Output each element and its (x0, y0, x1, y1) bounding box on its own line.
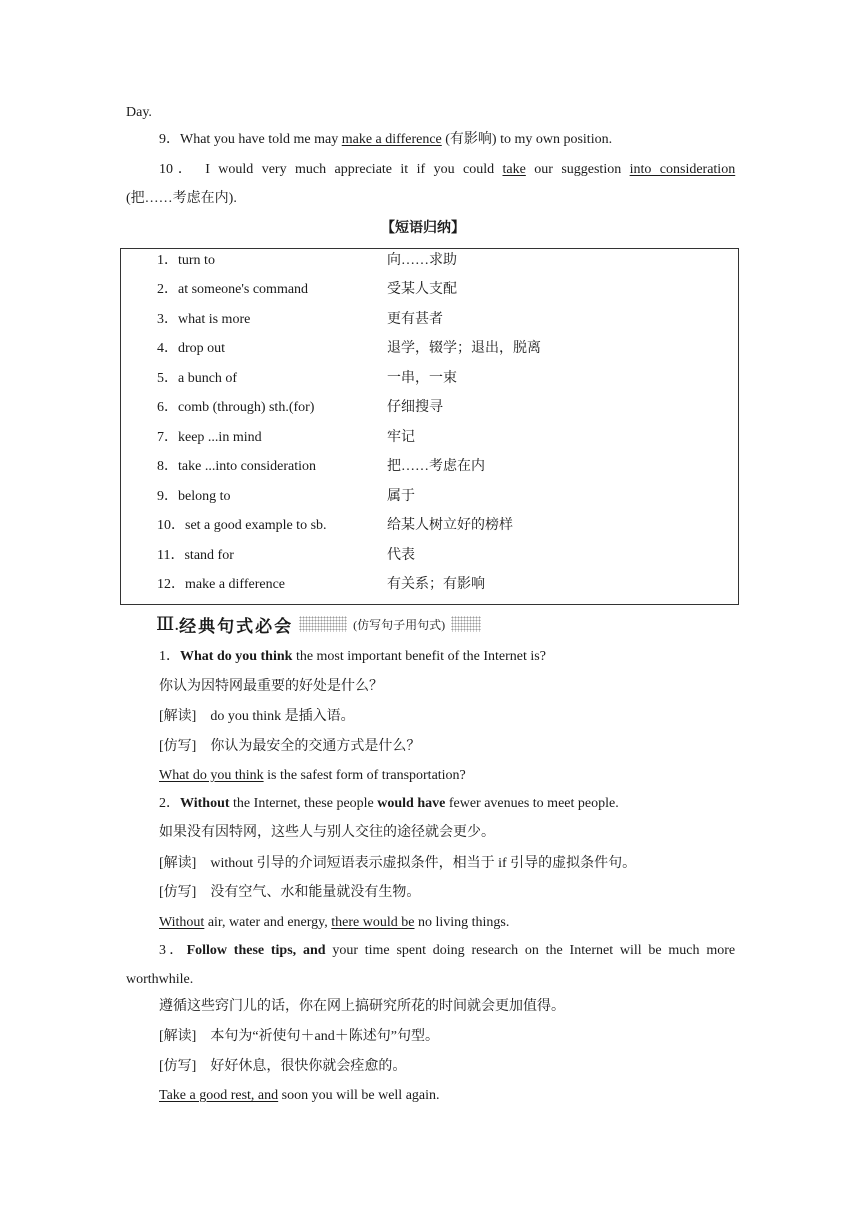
item10-number: 10． (159, 162, 197, 177)
exercise-item-9 (159, 131, 612, 149)
item10-word: it (400, 162, 409, 177)
item10-word: I (205, 162, 210, 177)
line-day: Day. (126, 105, 152, 120)
sentence-3-answer (159, 1087, 440, 1105)
imitation-label: [仿写] (159, 739, 197, 754)
sentence-text: fewer avenues to meet people. (445, 796, 619, 811)
item10-word: you (433, 162, 455, 177)
section-heading (156, 612, 481, 636)
sentence-1-imitation (159, 738, 420, 756)
item10-answer-take: take (502, 162, 526, 177)
sentence-number: 2． (159, 796, 180, 811)
explanation-label: [解读] (159, 709, 197, 724)
item10-word: could (462, 162, 495, 177)
phrase-row (121, 516, 738, 536)
sentence-3-line1 (159, 942, 735, 960)
sentence-word: the (545, 943, 563, 958)
phrase-row (121, 546, 738, 566)
phrase-cn: 退学，辍学；退出，脱离 (387, 341, 541, 356)
imitation-label: [仿写] (159, 1059, 197, 1074)
imitation-answer: there would be (331, 915, 415, 930)
phrase-row (121, 398, 738, 418)
phrase-cn: 更有甚者 (387, 312, 443, 327)
item9-suffix: (有影响) to my own position. (441, 132, 613, 147)
sentence-word: will (619, 943, 642, 958)
phrase-cn: 把……考虑在内 (387, 459, 485, 474)
sentence-key-pattern: Without (180, 796, 230, 811)
imitation-answer-rest: no living things. (414, 915, 510, 930)
sentence-1-explanation (159, 708, 355, 726)
imitation-answer-rest: air, water and energy, (204, 915, 332, 930)
imitation-answer: Take a good rest, and (159, 1088, 279, 1103)
item9-prefix: 9．What you have told me may (159, 132, 342, 147)
phrase-row (121, 251, 738, 271)
section-subtitle: (仿写句子用句式) (353, 617, 446, 632)
sentence-key-pattern: What do you think (180, 649, 293, 664)
imitation-answer: Without (159, 915, 205, 930)
phrase-summary-table (120, 248, 739, 605)
sentence-2-answer (159, 914, 509, 932)
phrase-cn: 属于 (387, 489, 415, 504)
sentence-word: Internet (569, 943, 614, 958)
sentence-word: time (364, 943, 390, 958)
imitation-prompt: 你认为最安全的交通方式是什么？ (210, 739, 421, 754)
item10-word: our (534, 162, 553, 177)
phrase-en: 11．stand for (157, 548, 234, 563)
sentence-1-translation: 你认为因特网最重要的好处是什么？ (159, 679, 383, 694)
item10-word: if (416, 162, 426, 177)
phrase-en: 12．make a difference (157, 577, 286, 592)
item10-word: very (261, 162, 287, 177)
section-roman-numeral: Ⅲ. (156, 613, 180, 635)
sentence-2-explanation (159, 855, 636, 873)
explanation-label: [解读] (159, 1029, 197, 1044)
sentence-text: the most important benefit of the Internet is? (292, 649, 546, 664)
item10-answer-consideration: into consideration (629, 162, 736, 177)
phrase-row (121, 457, 738, 477)
phrase-en: 5．a bunch of (157, 371, 238, 386)
sentence-1-answer (159, 767, 466, 785)
phrase-cn: 向……求助 (387, 253, 457, 268)
explanation-text: do you think 是插入语。 (210, 709, 355, 724)
imitation-prompt: 好好休息，很快你就会痊愈的。 (210, 1059, 407, 1074)
phrase-row (121, 369, 738, 389)
phrase-en: 3．what is more (157, 312, 251, 327)
item10-word: would (218, 162, 254, 177)
sentence-word: research (471, 943, 519, 958)
exercise-item-10-line2: (把……考虑在内). (126, 191, 237, 206)
phrase-cn: 受某人支配 (387, 282, 457, 297)
imitation-answer: What do you think (159, 768, 264, 783)
phrase-en: 9．belong to (157, 489, 231, 504)
sentence-2-translation: 如果没有因特网，这些人与别人交往的途径就会更少。 (159, 825, 495, 840)
sentence-3-explanation (159, 1028, 439, 1046)
sentence-word: your (332, 943, 358, 958)
imitation-prompt: 没有空气、水和能量就没有生物。 (210, 885, 421, 900)
sentence-word: be (648, 943, 662, 958)
imitation-label: [仿写] (159, 885, 197, 900)
dotted-decoration (451, 616, 481, 632)
phrase-en: 7．keep ...in mind (157, 430, 262, 445)
phrase-cn: 有关系；有影响 (387, 577, 485, 592)
sentence-word: more (706, 943, 736, 958)
phrase-en: 8．take ...into consideration (157, 459, 317, 474)
phrase-cn: 仔细搜寻 (387, 400, 443, 415)
phrase-row (121, 310, 738, 330)
sentence-3-translation: 遵循这些窍门儿的话，你在网上搞研究所花的时间就会更加值得。 (159, 999, 565, 1014)
sentence-key-pattern: would have (377, 796, 446, 811)
sentence-word: doing (432, 943, 465, 958)
explanation-text: 本句为“祈使句＋and＋陈述句”句型。 (210, 1029, 439, 1044)
sentence-word: on (524, 943, 539, 958)
phrase-summary-title: 【短语归纳】 (381, 221, 465, 236)
sentence-word: spent (396, 943, 426, 958)
phrase-row (121, 339, 738, 359)
phrase-row (121, 487, 738, 507)
sentence-number: 1． (159, 649, 180, 664)
sentence-2-imitation (159, 884, 420, 902)
explanation-label: [解读] (159, 856, 197, 871)
phrase-en: 10．set a good example to sb. (157, 518, 327, 533)
phrase-en: 6．comb (through) sth.(for) (157, 400, 315, 415)
sentence-1 (159, 648, 546, 666)
item9-answer: make a difference (341, 132, 442, 147)
explanation-text: without 引导的介词短语表示虚拟条件，相当于 if 引导的虚拟条件句。 (210, 856, 637, 871)
item10-word: much (294, 162, 327, 177)
dotted-decoration (299, 616, 347, 632)
sentence-number: 3． (159, 943, 187, 958)
item10-word: suggestion (561, 162, 622, 177)
imitation-answer-rest: is the safest form of transportation? (263, 768, 466, 783)
phrase-row (121, 280, 738, 300)
phrase-row (121, 575, 738, 595)
phrase-en: 1．turn to (157, 253, 215, 268)
exercise-item-10-line1 (159, 161, 735, 179)
phrase-cn: 给某人树立好的榜样 (387, 518, 513, 533)
phrase-cn: 牢记 (387, 430, 415, 445)
phrase-row (121, 428, 738, 448)
sentence-3-line2: worthwhile. (126, 972, 194, 987)
sentence-word: much (668, 943, 700, 958)
phrase-en: 2．at someone's command (157, 282, 309, 297)
phrase-cn: 代表 (387, 548, 415, 563)
sentence-key-pattern: Follow these tips, and (186, 943, 326, 958)
item10-word: appreciate (334, 162, 393, 177)
imitation-answer-rest: soon you will be well again. (278, 1088, 440, 1103)
sentence-3-imitation (159, 1058, 406, 1076)
sentence-2 (159, 795, 619, 813)
section-title: 经典句式必会 (179, 616, 294, 636)
sentence-text: the Internet, these people (229, 796, 378, 811)
phrase-cn: 一串，一束 (387, 371, 457, 386)
phrase-en: 4．drop out (157, 341, 226, 356)
